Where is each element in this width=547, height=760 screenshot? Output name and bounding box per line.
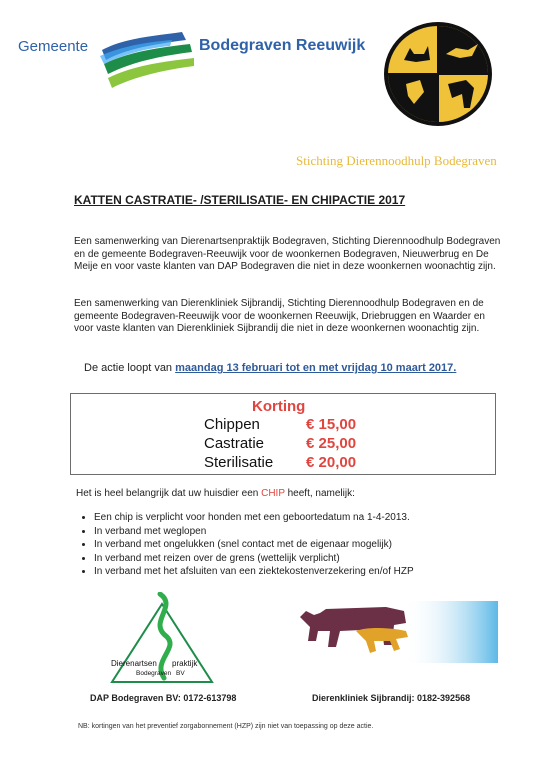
chip-intro-before: Het is heel belangrijk dat uw huisdier een <box>76 488 262 499</box>
list-item: • Een chip is verplicht voor honden met een geboortedatum na 1-4-2013. <box>94 511 534 525</box>
municipality-name: Bodegraven Reeuwijk <box>199 37 366 54</box>
page-title: KATTEN CASTRATIE- /STERILISATIE- EN CHIPACTIE 2017 <box>74 193 406 207</box>
list-item: • In verband met reizen over de grens (wettelijk verplicht) <box>94 552 534 566</box>
dap-logo-line2: praktijk <box>172 659 198 668</box>
intro-paragraph-sijbrandij: Een samenwerking van Dierenkliniek Sijbrandij, Stichting Dierennoodhulp Bodegraven en de gemeente Bodegraven-Reeuwijk voor de woonkernen Reeuwijk, Driebruggen en Waarder en voor vaste klanten van Dierenkliniek Sijbrandij die niet in deze woonkernen woonachtig zijn. <box>74 298 485 334</box>
intro-paragraph-dap: Een samenwerking van Dierenartsenpraktijk Bodegraven, Stichting Dierennoodhulp Bodegraven en de gemeente Bodegraven-Reeuwijk voor de woonkernen Bodegraven, Nieuwerbrug en De Meije en voor vaste klanten van DAP Bodegraven die niet in deze woonkernen woonachtig zijn. <box>74 236 501 272</box>
list-item: • In verband met het afsluiten van een ziektekostenverzekering en/of HZP <box>94 565 534 579</box>
discount-title: Korting <box>252 398 306 415</box>
discount-name-sterilisatie: Sterilisatie <box>204 454 274 471</box>
action-period <box>84 362 456 374</box>
list-item: • In verband met weglopen <box>94 525 534 539</box>
chip-word: CHIP <box>261 488 285 499</box>
dap-logo-line4: BV <box>176 670 185 677</box>
dap-bodegraven-logo <box>108 592 216 690</box>
dap-contact: DAP Bodegraven BV: 0172-613798 <box>90 693 237 703</box>
gemeente-label: Gemeente <box>18 38 89 55</box>
discount-name-castratie: Castratie <box>204 435 265 452</box>
discount-name-chippen: Chippen <box>204 416 260 433</box>
period-prefix: De actie loopt van <box>84 362 176 374</box>
dierennoodhulp-seal <box>380 18 496 130</box>
sijbrandij-contact: Dierenkliniek Sijbrandij: 0182-392568 <box>312 693 471 703</box>
list-item: • In verband met ongelukken (snel contact met de eigenaar mogelijk) <box>94 538 534 552</box>
dap-logo-line1: Dierenartsen <box>111 659 157 668</box>
chip-intro <box>76 488 355 499</box>
chip-reasons-list <box>76 511 534 579</box>
footnote: NB: kortingen van het preventief zorgabonnement (HZP) zijn niet van toepassing op deze actie. <box>78 723 374 730</box>
dierenkliniek-sijbrandij-logo <box>296 601 498 667</box>
chip-intro-after: heeft, namelijk: <box>284 488 355 499</box>
dap-logo-line3: Bodegraven <box>136 670 172 677</box>
foundation-name: Stichting Dierennoodhulp Bodegraven <box>296 153 497 168</box>
municipality-logo <box>94 28 198 96</box>
discount-price-sterilisatie: € 20,00 <box>306 454 357 471</box>
discount-price-chippen: € 15,00 <box>306 416 357 433</box>
period-dates: maandag 13 februari tot en met vrijdag 10 maart 2017. <box>175 362 457 374</box>
discount-price-castratie: € 25,00 <box>306 435 357 452</box>
